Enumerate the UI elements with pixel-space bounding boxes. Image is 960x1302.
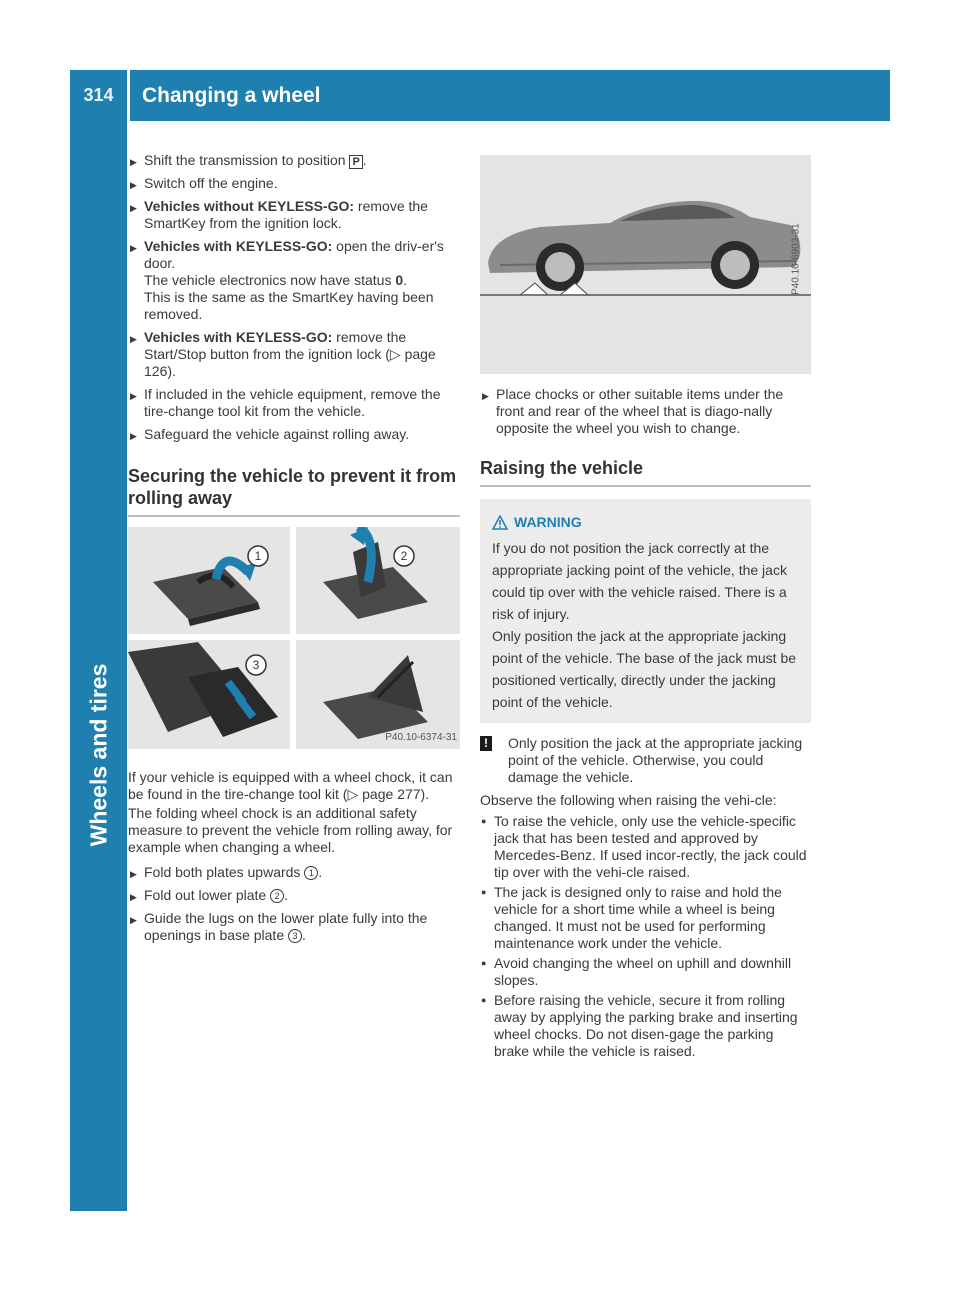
step-text: Shift the transmission to position — [144, 152, 350, 168]
step-fold-plates — [128, 864, 460, 881]
step-place-chocks — [480, 386, 811, 437]
callout-2: 2 — [400, 549, 408, 563]
section-heading-chock: Securing the vehicle to prevent it from rolling away — [128, 465, 460, 517]
list-item: ● The jack is designed only to raise and hold the vehicle for a short time while a wheel is being changed. It must not be used for performing maintenance work under the vehicle. — [480, 884, 811, 952]
page-ref-link[interactable]: page 277 — [362, 786, 421, 802]
step-text: Guide the lugs on the lower plate fully into the openings in base plate — [144, 910, 428, 943]
step-remove-tool-kit — [128, 386, 460, 420]
step-text-end: . — [302, 927, 306, 943]
section-heading-raising: Raising the vehicle — [480, 457, 811, 487]
warning-title — [492, 511, 799, 533]
step-guide-lugs — [128, 910, 460, 944]
status-text: The vehicle electronics now have status — [144, 272, 396, 288]
step-text: Switch off the engine. — [144, 175, 278, 191]
step-text: Fold both plates upwards — [144, 864, 305, 880]
status-value: 0 — [395, 272, 404, 288]
step-remove-smartkey — [128, 198, 460, 232]
list-item: ● To raise the vehicle, only use the vehicle-specific jack that has been tested and approved by Mercedes-Benz. If used incor-rectly, the jack could tip over with the vehi-cle raised. — [480, 813, 811, 881]
step-bold-label: Vehicles without KEYLESS-GO: — [144, 198, 355, 214]
page-ref-link[interactable]: page 126 — [144, 346, 436, 379]
callout-ref: 2 — [270, 889, 284, 903]
step-text: Place chocks or other suitable items under the front and rear of the wheel that is diago-nally opposite the wheel you wish to change. — [496, 386, 784, 436]
callout-1: 1 — [254, 549, 262, 563]
step-text: Fold out lower plate — [144, 887, 271, 903]
step-safeguard — [128, 426, 460, 443]
header-divider — [127, 70, 130, 121]
status-note: This is the same as the SmartKey having been removed. — [144, 289, 434, 322]
warning-box — [480, 499, 811, 723]
step-text-end: . — [284, 887, 288, 903]
notice-text: Only position the jack at the appropriate jacking point of the vehicle. Otherwise, you could damage the vehicle. — [508, 735, 803, 785]
wheel-chock-figure — [128, 527, 460, 749]
left-column — [128, 152, 460, 950]
step-open-door — [128, 238, 460, 323]
step-text: Safeguard the vehicle against rolling away. — [144, 426, 410, 442]
gear-position-badge: P — [349, 155, 362, 169]
callout-3: 3 — [252, 658, 260, 672]
wheel-chock-paragraph — [128, 769, 460, 803]
callout-ref: 3 — [288, 929, 302, 943]
raising-intro: Observe the following when raising the vehi-cle: — [480, 792, 777, 808]
step-text: remove the SmartKey from the ignition lock. — [144, 198, 428, 231]
step-text-end: ). — [167, 363, 176, 379]
step-switch-off-engine — [128, 175, 460, 192]
step-text: open the driv-er's door. — [144, 238, 444, 271]
step-bold-label: Vehicles with KEYLESS-GO: — [144, 238, 333, 254]
list-item: ● Before raising the vehicle, secure it from rolling away by applying the parking brake and inserting wheel chocks. Do not disen-gage the parking brake while the vehicle is raised. — [480, 992, 811, 1060]
notice-note — [480, 735, 811, 786]
warning-title-text: WARNING — [514, 514, 582, 530]
page-title: Changing a wheel — [142, 84, 321, 107]
exclamation-icon: ! — [480, 736, 492, 751]
page-ref-arrow-icon: ▷ — [389, 346, 405, 362]
list-item: ● Avoid changing the wheel on uphill and downhill slopes. — [480, 955, 811, 989]
figure-code: P40.10-6903-31 — [791, 223, 802, 295]
safety-paragraph: The folding wheel chock is an additional safety measure to prevent the vehicle from rolling away, for example when changing a wheel. — [128, 805, 453, 855]
car-illustration — [480, 155, 811, 374]
callout-ref: 1 — [304, 866, 318, 880]
step-shift-transmission — [128, 152, 460, 169]
car-figure — [480, 155, 811, 374]
page-number: 314 — [83, 85, 114, 105]
step-text: remove the Start/Stop button from the ignition lock ( — [144, 329, 407, 362]
page-ref-arrow-icon: ▷ — [347, 786, 363, 802]
step-bold-label: Vehicles with KEYLESS-GO: — [144, 329, 333, 345]
side-tab-label: Wheels and tires — [85, 663, 112, 847]
step-remove-start-stop — [128, 329, 460, 380]
right-column — [480, 155, 811, 1063]
figure-code: P40.10-6374-31 — [385, 732, 457, 743]
step-text: If included in the vehicle equipment, remove the tire-change tool kit from the vehicle. — [144, 386, 441, 419]
step-fold-lower-plate — [128, 887, 460, 904]
warning-paragraph-1: If you do not position the jack correctly at the appropriate jacking point of the vehicle, the jack could tip over with the vehicle raised. There is a risk of injury. — [492, 540, 787, 622]
para-text-end: ). — [420, 786, 430, 802]
wheel-chock-illustration — [128, 527, 460, 749]
warning-triangle-icon — [492, 515, 508, 530]
status-text-end: . — [403, 272, 408, 288]
step-text-end: . — [362, 152, 367, 168]
para-text: If your vehicle is equipped with a wheel chock, it can be found in the tire-change tool kit ( — [128, 769, 453, 802]
page-header — [70, 70, 890, 121]
warning-paragraph-2: Only position the jack at the appropriate jacking point of the vehicle. The base of the jack must be positioned vertically, directly under the jacking point of the vehicle. — [492, 628, 797, 710]
step-text-end: . — [318, 864, 323, 880]
